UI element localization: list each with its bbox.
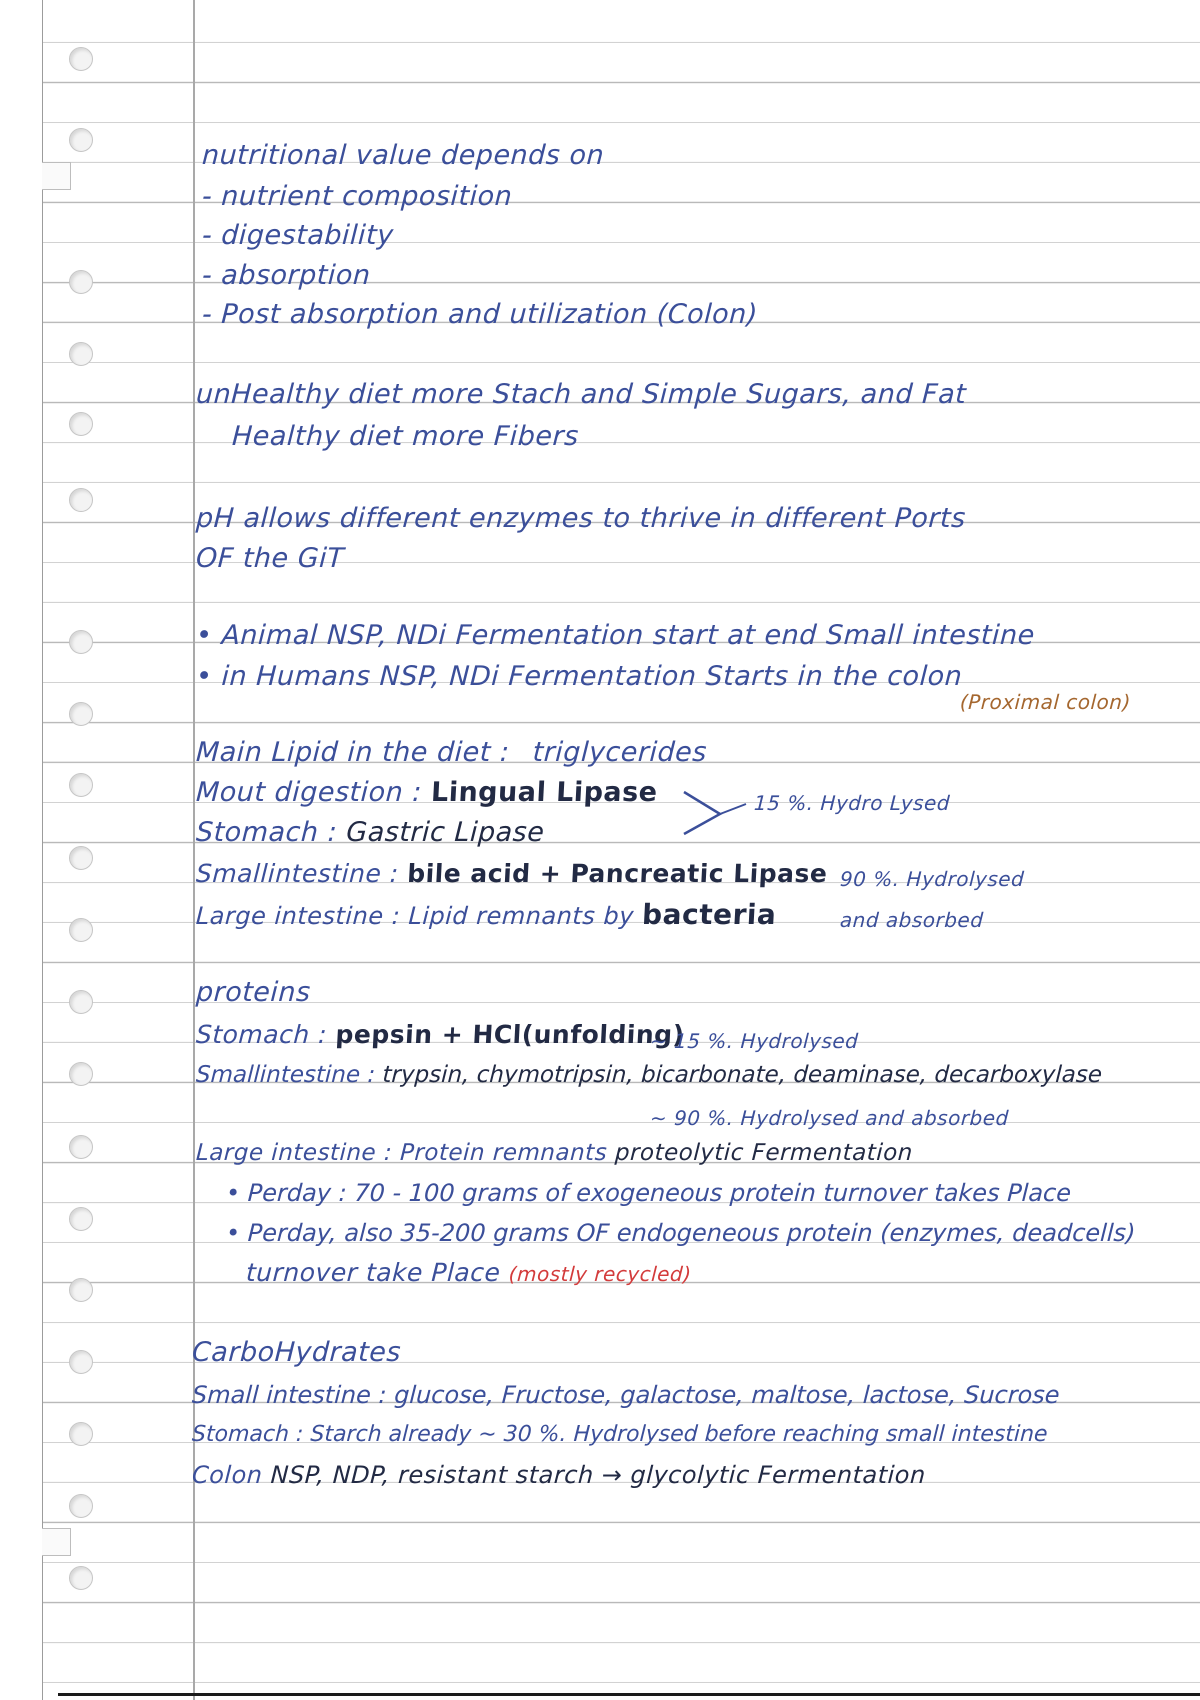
binder-hole	[69, 270, 93, 294]
proteins-perday-1: • Perday : 70 - 100 grams of exogeneous protein turnover takes Place	[225, 1179, 1072, 1207]
nutritional-item: - digestability	[201, 220, 395, 251]
carbs-colon-label: Colon	[191, 1461, 264, 1489]
lipid-large-remnants: Lipid remnants by	[407, 902, 635, 930]
proteins-small	[195, 1058, 1103, 1092]
proteins-stomach-note: ~ 15 %. Hydrolysed	[649, 1029, 860, 1053]
lipid-small	[195, 857, 828, 891]
binder-hole	[69, 342, 93, 366]
proteins-large	[195, 1136, 914, 1170]
lipid-mouth-label: Mout digestion :	[195, 777, 423, 808]
binder-hole	[69, 1422, 93, 1446]
lipid-mouth-enzyme: Lingual Lipase	[430, 777, 659, 808]
proteins-turnover	[245, 1256, 692, 1291]
nutritional-item: - Post absorption and utilization (Colon)	[201, 299, 759, 330]
binder-hole	[69, 702, 93, 726]
page-edge	[0, 0, 43, 1700]
binder-hole	[69, 773, 93, 797]
binder-hole	[69, 630, 93, 654]
fermentation-animal: • Animal NSP, NDi Fermentation start at end Small intestine	[195, 620, 1036, 651]
binder-hole	[69, 128, 93, 152]
proteins-stomach-enzyme: pepsin + HCl(unfolding)	[334, 1020, 686, 1049]
lipid-heading	[195, 736, 708, 770]
fermentation-humans: • in Humans NSP, NDi Fermentation Starts in the colon	[195, 661, 964, 692]
binder-tab	[42, 162, 71, 190]
proteins-small-enzymes: trypsin, chymotripsin, bicarbonate, deaminase, decarboxylase	[381, 1062, 1103, 1088]
binder-hole	[69, 846, 93, 870]
lipid-small-enzyme: bile acid + Pancreatic Lipase	[406, 859, 829, 888]
carbs-colon-fermentation: → glycolytic Fermentation	[601, 1461, 927, 1489]
binder-hole	[69, 1062, 93, 1086]
carbs-heading: CarboHydrates	[191, 1337, 402, 1368]
proteins-recycled-note: (mostly recycled)	[508, 1262, 693, 1286]
proximal-colon-note: (Proximal colon)	[959, 690, 1132, 714]
ph-line-1: pH allows different enzymes to thrive in different Ports	[195, 503, 967, 534]
carbs-colon-substrates: NSP, NDP, resistant starch	[269, 1461, 595, 1489]
diet-unhealthy: unHealthy diet more Stach and Simple Sugars, and Fat	[195, 379, 968, 410]
lipid-large-note: and absorbed	[839, 908, 985, 932]
proteins-perday-2: • Perday, also 35-200 grams OF endogeneous protein (enzymes, deadcells)	[225, 1219, 1137, 1247]
nutritional-item: - nutrient composition	[201, 181, 514, 212]
binder-hole	[69, 488, 93, 512]
binder-hole	[69, 918, 93, 942]
ph-line-2: OF the GiT	[195, 543, 346, 574]
lipid-stomach-enzyme: Gastric Lipase	[345, 817, 546, 848]
proteins-stomach	[195, 1018, 685, 1052]
lipid-bracket	[680, 786, 750, 838]
carbs-stomach-text: Starch already ~ 30 %. Hydrolysed before reaching small intestine	[309, 1422, 1049, 1447]
carbs-small: Small intestine : glucose, Fructose, galactose, maltose, lactose, Sucrose	[191, 1381, 1061, 1409]
binder-hole	[69, 47, 93, 71]
binder-hole	[69, 1566, 93, 1590]
proteins-large-remnants: Protein remnants	[399, 1140, 608, 1166]
lipid-large	[195, 898, 777, 933]
carbs-stomach-label: Stomach :	[191, 1422, 305, 1447]
binder-hole	[69, 1278, 93, 1302]
binder-hole	[69, 1135, 93, 1159]
lipid-mouth	[195, 776, 658, 810]
proteins-stomach-label: Stomach :	[195, 1020, 328, 1049]
carbs-colon	[191, 1458, 927, 1492]
diet-healthy: Healthy diet more Fibers	[231, 421, 580, 452]
proteins-large-fermentation: proteolytic Fermentation	[614, 1140, 914, 1166]
lipid-large-label: Large intestine :	[195, 902, 402, 930]
binder-hole	[69, 1207, 93, 1231]
proteins-turnover-text: turnover take Place	[245, 1258, 502, 1287]
lipid-small-label: Smallintestine :	[195, 859, 400, 888]
lipid-bracket-note: 15 %. Hydro Lysed	[753, 791, 951, 815]
proteins-small-note: ~ 90 %. Hydrolysed and absorbed	[649, 1106, 1010, 1130]
carbs-stomach	[191, 1418, 1048, 1452]
nutritional-heading: nutritional value depends on	[201, 140, 605, 171]
lipid-heading-label: Main Lipid in the diet :	[195, 737, 511, 768]
binder-hole	[69, 1350, 93, 1374]
lipid-stomach-label: Stomach :	[195, 817, 339, 848]
page-bottom-edge	[58, 1693, 1200, 1696]
proteins-large-label: Large intestine :	[195, 1140, 393, 1166]
binder-hole	[69, 412, 93, 436]
binder-hole	[69, 1494, 93, 1518]
lipid-stomach	[195, 816, 545, 850]
binder-hole	[69, 990, 93, 1014]
lipid-large-bacteria: bacteria	[641, 898, 778, 931]
proteins-small-label: Smallintestine :	[195, 1062, 376, 1088]
lipid-heading-value: triglycerides	[531, 737, 708, 768]
nutritional-item: - absorption	[201, 260, 372, 291]
lipid-small-note: 90 %. Hydrolysed	[839, 867, 1026, 891]
proteins-heading: proteins	[195, 977, 312, 1008]
binder-tab	[42, 1528, 71, 1556]
